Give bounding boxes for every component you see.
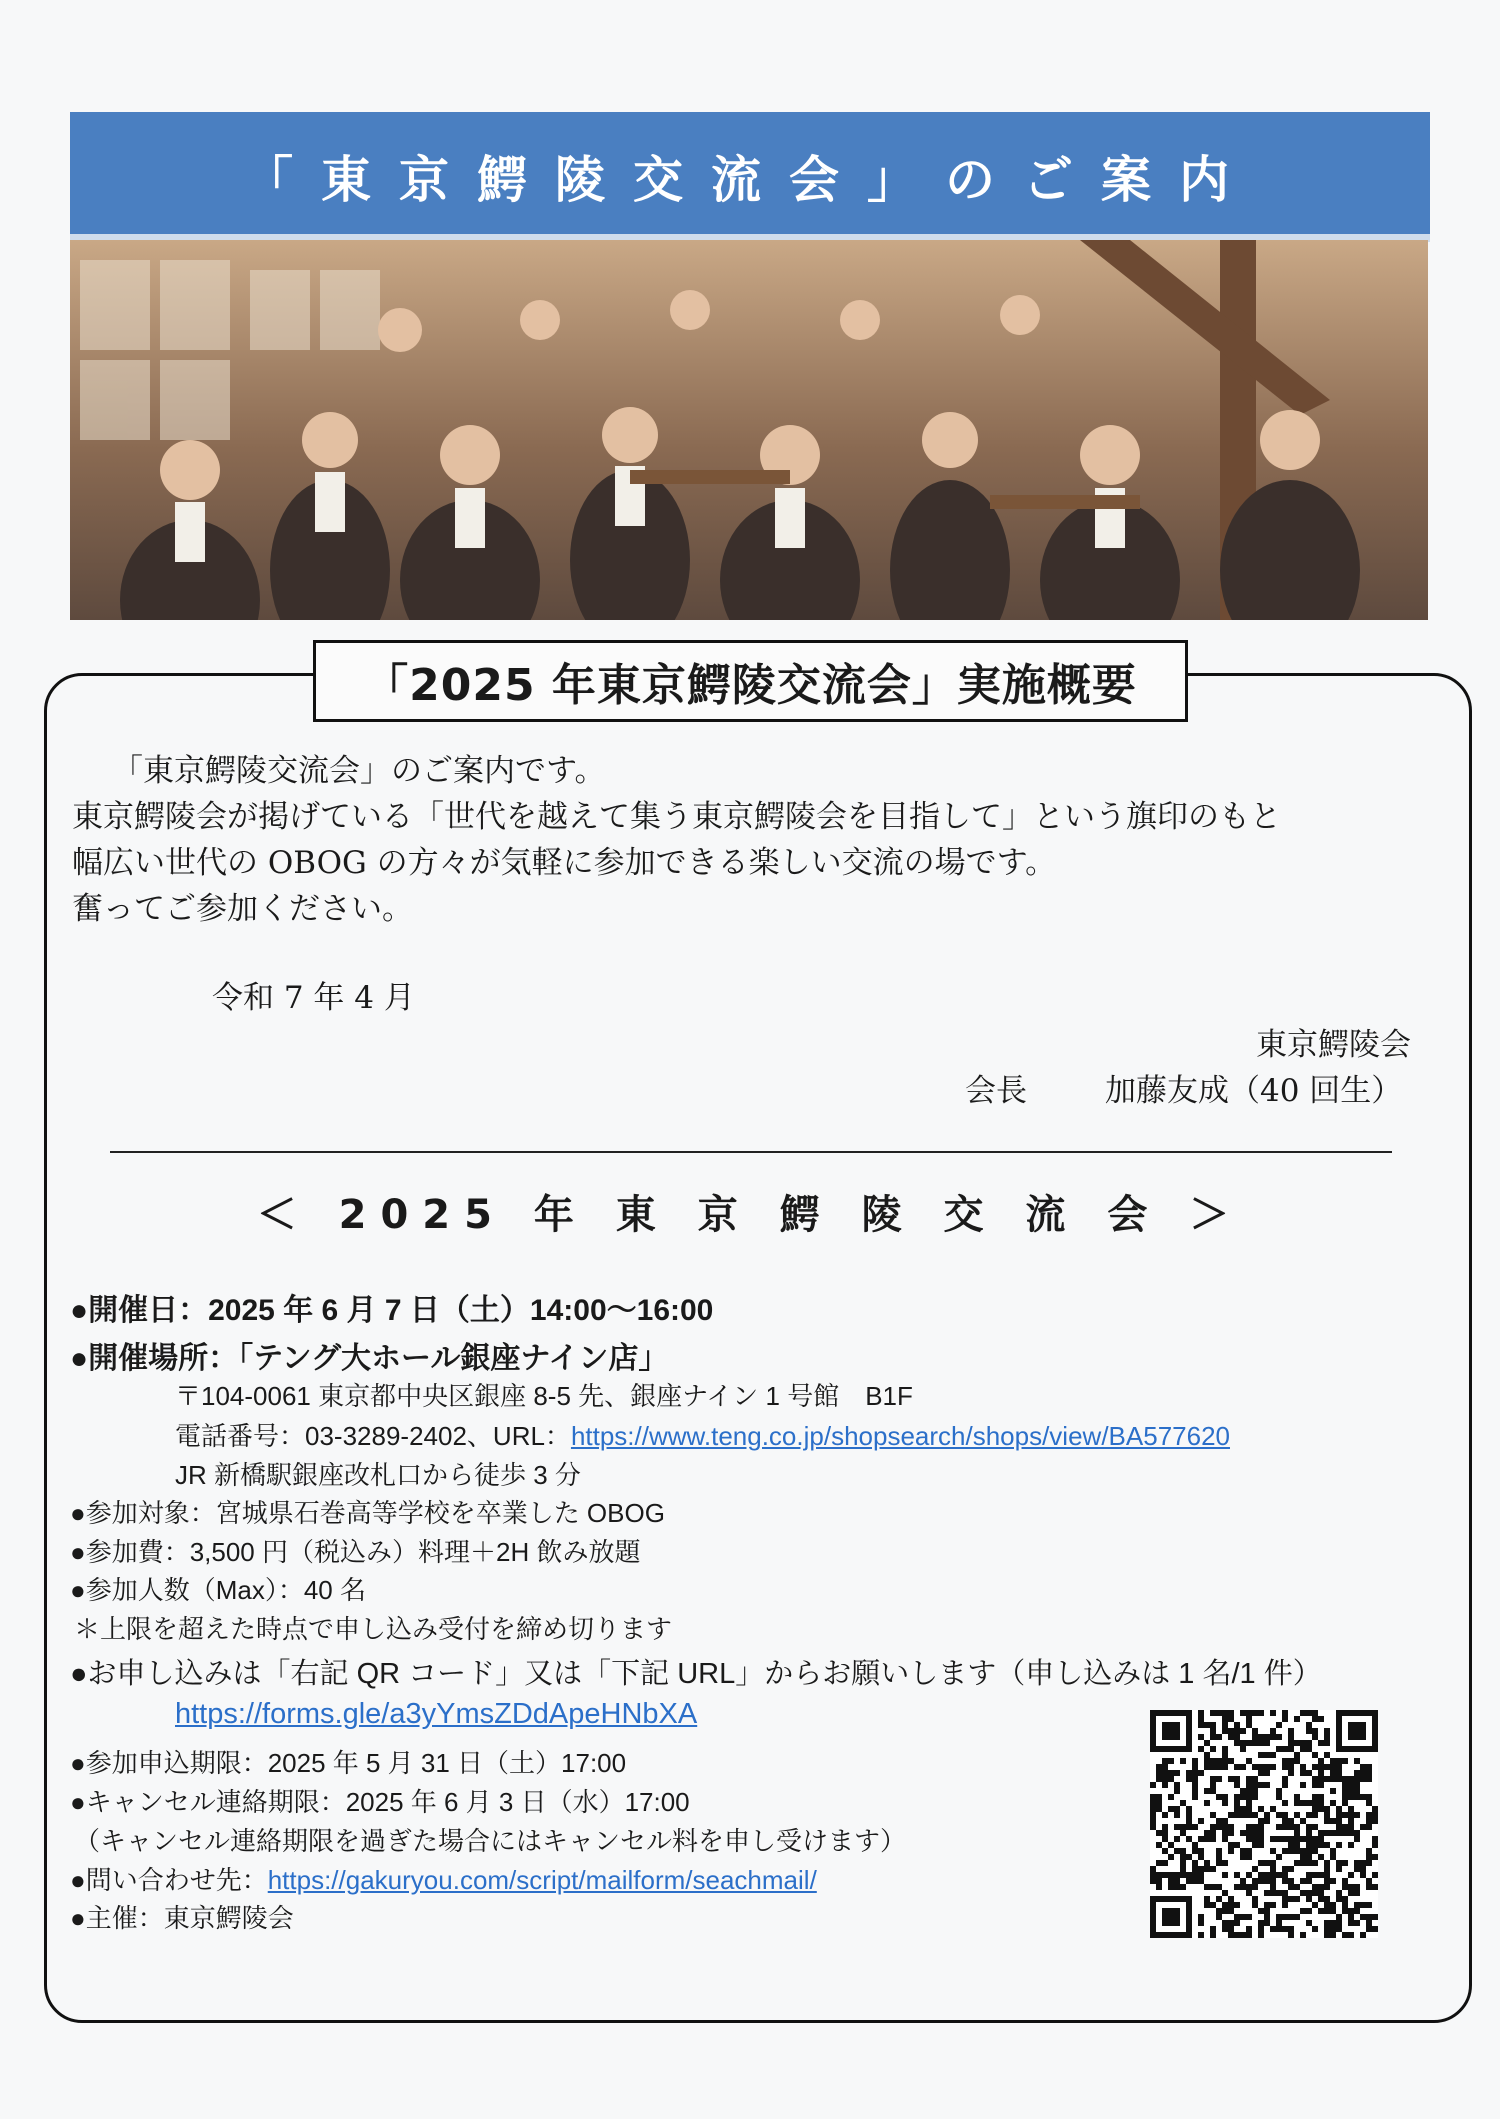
contact-url-link[interactable]: https://gakuryou.com/script/mailform/seachmail/ bbox=[267, 1865, 817, 1895]
event-venue-label: ●開催場所： bbox=[70, 1342, 239, 1375]
banner-title: 「東京鰐陵交流会」のご案内 bbox=[243, 151, 1257, 209]
apply-instruction: ●お申し込みは「右記 QR コード」又は「下記 URL」からお願いします（申し込みは 1 名/1 件） bbox=[70, 1658, 1322, 1690]
intro-line-3: 幅広い世代の OBOG の方々が気軽に参加できる楽しい交流の場です。 bbox=[72, 845, 1057, 881]
divider bbox=[110, 1151, 1392, 1153]
event-fee: ●参加費：3,500 円（税込み）料理＋2H 飲み放題 bbox=[70, 1537, 641, 1567]
intro-line-1: 「東京鰐陵交流会」のご案内です。 bbox=[112, 753, 606, 789]
venue-access: JR 新橋駅銀座改札口から徒歩 3 分 bbox=[175, 1460, 581, 1490]
event-target: ●参加対象：宮城県石巻高等学校を卒業した OBOG bbox=[70, 1498, 665, 1528]
venue-url-link[interactable]: https://www.teng.co.jp/shopsearch/shops/view/BA577620 bbox=[570, 1421, 1230, 1451]
apply-deadline: ●参加申込期限：2025 年 5 月 31 日（土）17:00 bbox=[70, 1748, 627, 1778]
event-venue-value: 「テング大ホール銀座ナイン店」 bbox=[238, 1342, 669, 1375]
event-capacity: ●参加人数（Max）：40 名 bbox=[70, 1575, 366, 1605]
cancel-deadline: ●キャンセル連絡期限：2025 年 6 月 3 日（水）17:00 bbox=[70, 1787, 690, 1817]
capacity-note: ＊上限を超えた時点で申し込み受付を締め切ります bbox=[74, 1614, 673, 1644]
contact bbox=[70, 1860, 817, 1897]
event-date-label: ●開催日： bbox=[70, 1294, 209, 1327]
form-url[interactable]: https://forms.gle/a3yYmsZDdApeHNbXA bbox=[175, 1698, 698, 1730]
party-illustration bbox=[70, 240, 1428, 620]
banner bbox=[70, 112, 1430, 240]
intro-line-2: 東京鰐陵会が掲げている「世代を越えて集う東京鰐陵会を目指して」という旗印のもと bbox=[72, 799, 1281, 835]
venue-address: 〒104-0061 東京都中央区銀座 8-5 先、銀座ナイン 1 号館 B1F bbox=[175, 1381, 913, 1411]
organization-name: 東京鰐陵会 bbox=[1256, 1027, 1411, 1063]
president-name: 加藤友成（40 回生） bbox=[1105, 1073, 1403, 1109]
contact-label: ●問い合わせ先： bbox=[70, 1865, 268, 1895]
qr-code-graphic bbox=[1150, 1710, 1378, 1938]
cancel-note: （キャンセル連絡期限を過ぎた場合にはキャンセル料を申し受けます） bbox=[74, 1826, 907, 1856]
event-date-value: 2025 年 6 月 7 日（土）14:00〜16:00 bbox=[208, 1294, 714, 1327]
event-title: ＜ 2025 年 東 京 鰐 陵 交 流 会 ＞ bbox=[256, 1192, 1244, 1238]
summary-heading-text: 「2025 年東京鰐陵交流会」実施概要 bbox=[364, 660, 1137, 711]
event-date bbox=[70, 1285, 713, 1329]
venue-phone-text: 電話番号：03-3289-2402、URL： bbox=[175, 1421, 571, 1451]
form-url-link[interactable] bbox=[175, 1698, 697, 1731]
intro-line-4: 奮ってご参加ください。 bbox=[72, 891, 413, 927]
qr-code-icon[interactable] bbox=[1150, 1710, 1378, 1938]
event-host: ●主催：東京鰐陵会 bbox=[70, 1903, 294, 1933]
president-role: 会長 bbox=[965, 1073, 1027, 1109]
notice-date: 令和 7 年 4 月 bbox=[212, 980, 415, 1016]
venue-phone bbox=[175, 1416, 1230, 1453]
summary-heading bbox=[313, 640, 1188, 722]
party-illustration-drawing bbox=[70, 240, 1428, 620]
event-venue bbox=[70, 1333, 668, 1377]
